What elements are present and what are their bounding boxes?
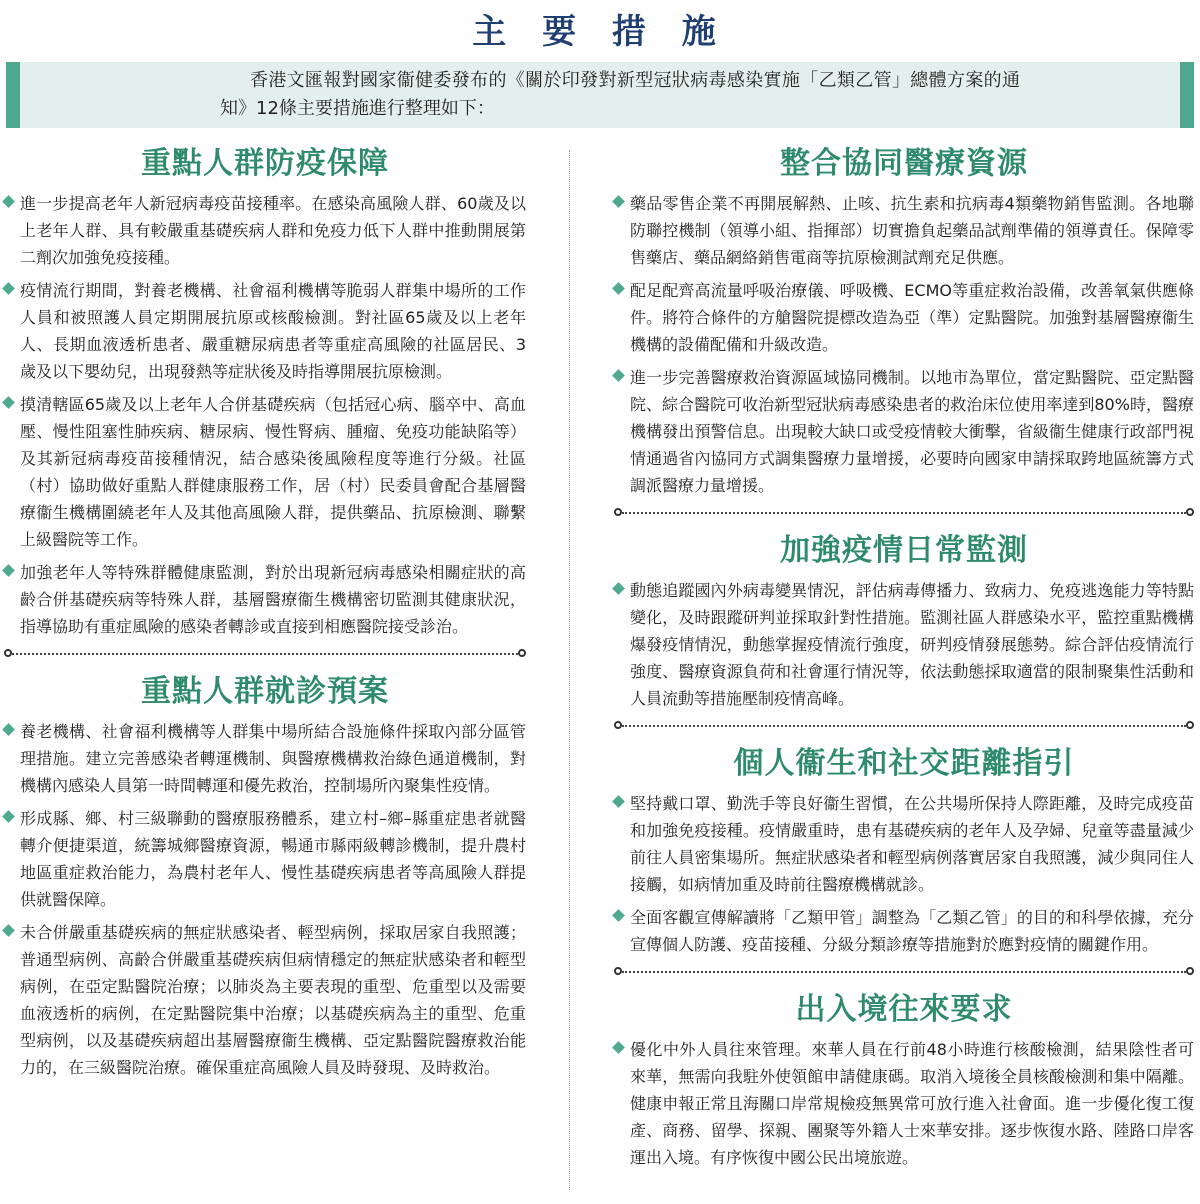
circle-end-icon (1186, 721, 1194, 729)
item-text: 進一步提高老年人新冠病毒疫苗接種率。在感染高風險人群、60歲及以上老年人群、具有較嚴重基礎疾病人群和免疫力低下人群中推動開展第二劑次加強免疫接種。 (20, 194, 526, 267)
list-item (614, 577, 1194, 712)
dotted-separator (614, 507, 1194, 519)
section-title: 個人衞生和社交距離指引 (733, 746, 1075, 781)
dotted-separator (614, 720, 1194, 732)
list-item (614, 277, 1194, 358)
diamond-bullet-icon (2, 723, 15, 736)
list-item (614, 790, 1194, 898)
diamond-bullet-icon (2, 282, 15, 295)
diamond-bullet-icon (2, 924, 15, 937)
item-text: 配足配齊高流量呼吸治療儀、呼吸機、ECMO等重症救治設備，改善氧氣供應條件。將符合條件的方艙醫院提標改造為亞（準）定點醫院。加強對基層醫療衞生機構的設備配備和升級改造。 (630, 281, 1194, 354)
section-title: 整合協同醫療資源 (780, 146, 1028, 181)
list-item (4, 718, 526, 799)
item-text: 全面客觀宣傳解讀將「乙類甲管」調整為「乙類乙管」的目的和科學依據，充分宣傳個人防護、疫苗接種、分級分類診療等措施對於應對疫情的關鍵作用。 (630, 908, 1194, 954)
diamond-bullet-icon (2, 396, 15, 409)
item-text: 動態追蹤國內外病毒變異情況，評估病毒傳播力、致病力、免疫逃逸能力等特點變化，及時跟蹤研判並採取針對性措施。監測社區人群感染水平，監控重點機構爆發疫情情況，動態掌握疫情流行強度，研判疫情發展態勢。綜合評估疫情流行強度、醫療資源負荷和社會運行情況等，依法動態採取適當的限制聚集性活動和人員流動等措施壓制疫情高峰。 (630, 581, 1194, 708)
right-column (614, 140, 1194, 1177)
dotted-separator (614, 966, 1194, 978)
diamond-bullet-icon (612, 282, 625, 295)
diamond-bullet-icon (2, 810, 15, 823)
item-text: 加強老年人等特殊群體健康監測，對於出現新冠病毒感染相關症狀的高齡合併基礎疾病等特殊人群，基層醫療衞生機構密切監測其健康狀況，指導協助有重症風險的感染者轉診或直接到相應醫院接受診治。 (20, 563, 526, 636)
section-title: 出入境往來要求 (795, 992, 1013, 1027)
diamond-bullet-icon (2, 564, 15, 577)
list-item (4, 391, 526, 553)
diamond-bullet-icon (612, 582, 625, 595)
circle-end-icon (1186, 508, 1194, 516)
diamond-bullet-icon (612, 909, 625, 922)
dotted-separator (4, 648, 526, 660)
item-text: 疫情流行期間，對養老機構、社會福利機構等脆弱人群集中場所的工作人員和被照護人員定期開展抗原或核酸檢測。對社區65歲及以上老年人、長期血液透析患者、嚴重糖尿病患者等重症高風險的社區居民、3歲及以下嬰幼兒，出現發熱等症狀後及時指導開展抗原檢測。 (20, 281, 526, 381)
list-item (4, 919, 526, 1081)
item-text: 摸清轄區65歲及以上老年人合併基礎疾病（包括冠心病、腦卒中、高血壓、慢性阻塞性肺疾病、糖尿病、慢性腎病、腫瘤、免疫功能缺陷等）及其新冠病毒疫苗接種情況，結合感染後風險程度等進行分級。社區（村）協助做好重點人群健康服務工作，居（村）民委員會配合基層醫療衞生機構圍繞老年人及其他高風險人群，提供藥品、抗原檢測、聯繫上級醫院等工作。 (20, 395, 526, 549)
page-title: 主 要 措 施 (472, 12, 728, 52)
intro-text: 香港文匯報對國家衞健委發布的《關於印發對新型冠狀病毒感染實施「乙類乙管」總體方案的通知》12條主要措施進行整理如下： (220, 70, 1020, 119)
circle-end-icon (4, 649, 12, 657)
item-text: 未合併嚴重基礎疾病的無症狀感染者、輕型病例，採取居家自我照護；普通型病例、高齡合併嚴重基礎疾病但病情穩定的無症狀感染者和輕型病例，在亞定點醫院治療；以肺炎為主要表現的重型、危重型以及需要血液透析的病例，在定點醫院集中治療；以基礎疾病為主的重型、危重型病例，以及基礎疾病超出基層醫療衞生機構、亞定點醫院醫療救治能力的，在三級醫院治療。確保重症高風險人員及時發現、及時救治。 (20, 923, 526, 1077)
diamond-bullet-icon (612, 195, 625, 208)
item-text: 進一步完善醫療救治資源區域協同機制。以地市為單位，當定點醫院、亞定點醫院、綜合醫院可收治新型冠狀病毒感染患者的救治床位使用率達到80%時，醫療機構發出預警信息。出現較大缺口或受疫情較大衝擊，省級衞生健康行政部門視情通過省內協同方式調集醫療力量增援，必要時向國家申請採取跨地區統籌方式調派醫療力量增援。 (630, 368, 1194, 495)
list-item (4, 805, 526, 913)
section-title: 重點人群防疫保障 (141, 146, 389, 181)
list-item (4, 277, 526, 385)
section-title: 重點人群就診預案 (141, 674, 389, 709)
list-item (614, 190, 1194, 271)
item-text: 堅持戴口罩、勤洗手等良好衞生習慣，在公共場所保持人際距離，及時完成疫苗和加強免疫接種。疫情嚴重時，患有基礎疾病的老年人及孕婦、兒童等盡量減少前往人員密集場所。無症狀感染者和輕型病例落實居家自我照護，減少與同住人接觸，如病情加重及時前往醫療機構就診。 (630, 794, 1194, 894)
list-item (614, 904, 1194, 958)
circle-end-icon (614, 508, 622, 516)
item-text: 藥品零售企業不再開展解熱、止咳、抗生素和抗病毒4類藥物銷售監測。各地聯防聯控機制（領導小組、指揮部）切實擔負起藥品試劑準備的領導責任。保障零售藥店、藥品網絡銷售電商等抗原檢測試劑充足供應。 (630, 194, 1194, 267)
column-divider (569, 150, 570, 1190)
circle-end-icon (518, 649, 526, 657)
list-item (4, 559, 526, 640)
list-item (614, 1036, 1194, 1171)
circle-end-icon (1186, 967, 1194, 975)
list-item (614, 364, 1194, 499)
circle-end-icon (614, 967, 622, 975)
item-text: 優化中外人員往來管理。來華人員在行前48小時進行核酸檢測，結果陰性者可來華，無需向我駐外使領館申請健康碼。取消入境後全員核酸檢測和集中隔離。健康申報正常且海關口岸常規檢疫無異常可放行進入社會面。進一步優化復工復產、商務、留學、探親、團聚等外籍人士來華安排。逐步恢復水路、陸路口岸客運出入境。有序恢復中國公民出境旅遊。 (630, 1040, 1194, 1167)
list-item (4, 190, 526, 271)
diamond-bullet-icon (612, 369, 625, 382)
diamond-bullet-icon (612, 795, 625, 808)
circle-end-icon (614, 721, 622, 729)
intro-banner (6, 62, 1194, 128)
diamond-bullet-icon (612, 1041, 625, 1054)
diamond-bullet-icon (2, 195, 15, 208)
section-title: 加強疫情日常監測 (780, 533, 1028, 568)
item-text: 形成縣、鄉、村三級聯動的醫療服務體系，建立村–鄉–縣重症患者就醫轉介便捷渠道，統籌城鄉醫療資源，暢通市縣兩級轉診機制，提升農村地區重症救治能力，為農村老年人、慢性基礎疾病患者等高風險人群提供就醫保障。 (20, 809, 526, 909)
item-text: 養老機構、社會福利機構等人群集中場所結合設施條件採取內部分區管理措施。建立完善感染者轉運機制、與醫療機構救治綠色通道機制，對機構內感染人員第一時間轉運和優先救治，控制場所內聚集性疫情。 (20, 722, 526, 795)
left-column (4, 140, 526, 1087)
